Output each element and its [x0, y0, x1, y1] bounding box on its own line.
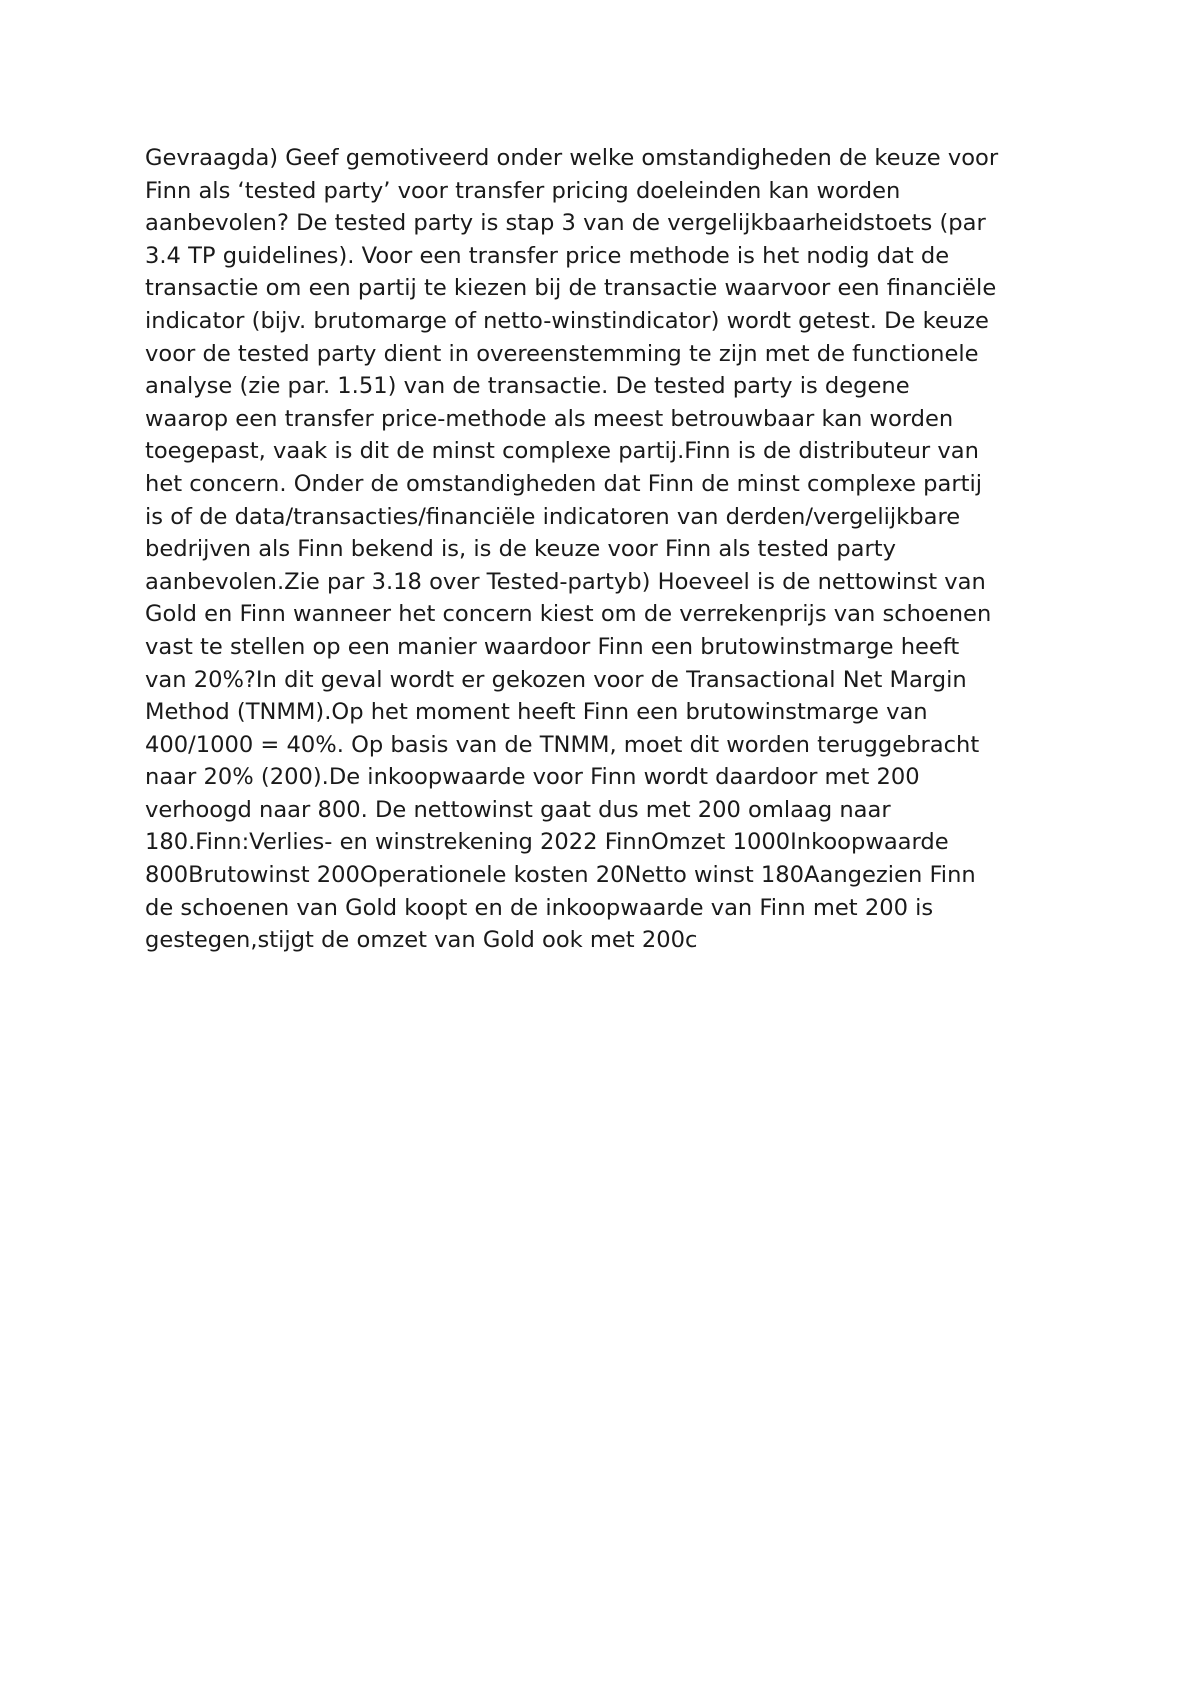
text-line: voor de tested party dient in overeenstemming te zijn met de functionele	[145, 340, 979, 367]
text-line: transactie om een partij te kiezen bij de transactie waarvoor een financiële	[145, 275, 997, 302]
text-line: het concern. Onder de omstandigheden dat Finn de minst complexe partij	[145, 470, 983, 497]
text-line: gestegen,stijgt de omzet van Gold ook met 200c	[145, 927, 698, 954]
text-line: 3.4 TP guidelines). Voor een transfer price methode is het nodig dat de	[145, 242, 950, 269]
text-line: analyse (zie par. 1.51) van de transactie. De tested party is degene	[145, 373, 910, 400]
text-line: 800Brutowinst 200Operationele kosten 20Netto winst 180Aangezien Finn	[145, 862, 976, 889]
text-line: toegepast, vaak is dit de minst complexe partij.Finn is de distributeur van	[145, 438, 979, 465]
text-line: Gevraagda) Geef gemotiveerd onder welke omstandigheden de keuze voor	[145, 145, 999, 171]
text-line: naar 20% (200).De inkoopwaarde voor Finn wordt daardoor met 200	[145, 764, 920, 791]
text-line: Gold en Finn wanneer het concern kiest om de verrekenprijs van schoenen	[145, 601, 992, 628]
text-line: aanbevolen? De tested party is stap 3 van de vergelijkbaarheidstoets (par	[145, 210, 986, 237]
text-line: Finn als ‘tested party’ voor transfer pricing doeleinden kan worden	[145, 177, 901, 204]
text-line: Method (TNMM).Op het moment heeft Finn een brutowinstmarge van	[145, 699, 928, 726]
document-body-text	[145, 142, 1095, 957]
text-line: bedrijven als Finn bekend is, is de keuze voor Finn als tested party	[145, 536, 897, 563]
text-line: is of de data/transacties/financiële indicatoren van derden/vergelijkbare	[145, 503, 961, 530]
text-line: 400/1000 = 40%. Op basis van de TNMM, moet dit worden teruggebracht	[145, 731, 980, 758]
text-line: indicator (bijv. brutomarge of netto-winstindicator) wordt getest. De keuze	[145, 307, 989, 334]
text-line: verhoogd naar 800. De nettowinst gaat dus met 200 omlaag naar	[145, 796, 891, 823]
text-line: de schoenen van Gold koopt en de inkoopwaarde van Finn met 200 is	[145, 894, 934, 921]
text-line: waarop een transfer price-methode als meest betrouwbaar kan worden	[145, 405, 954, 432]
text-line: vast te stellen op een manier waardoor Finn een brutowinstmarge heeft	[145, 633, 960, 660]
text-line: 180.Finn:Verlies- en winstrekening 2022 FinnOmzet 1000Inkoopwaarde	[145, 829, 949, 856]
text-line: van 20%?In dit geval wordt er gekozen voor de Transactional Net Margin	[145, 666, 967, 693]
text-line: aanbevolen.Zie par 3.18 over Tested-partyb) Hoeveel is de nettowinst van	[145, 568, 986, 595]
